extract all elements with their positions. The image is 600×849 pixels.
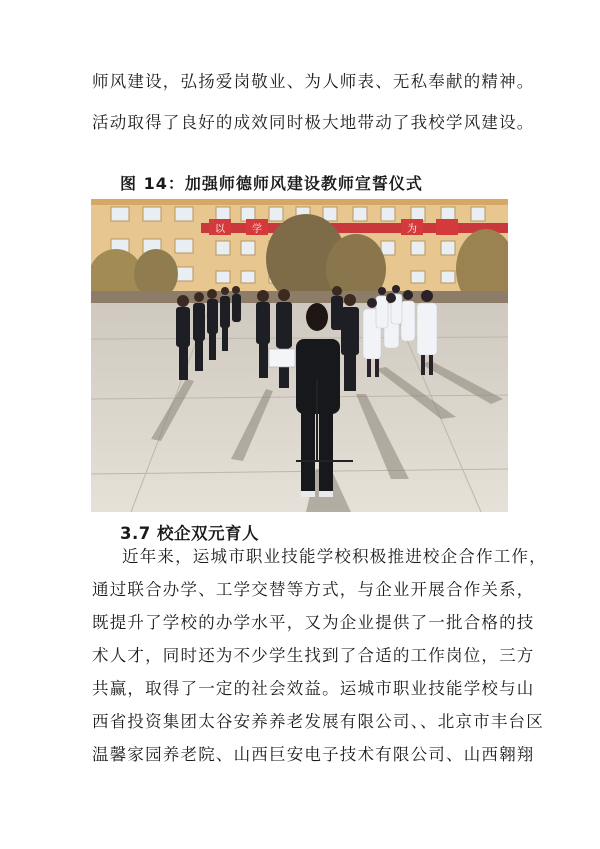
paragraph-line: 既提升了学校的办学水平，又为企业提供了一批合格的技: [92, 613, 535, 632]
paragraph-line: 术人才，同时还为不少学生找到了合适的工作岗位，三方: [92, 646, 535, 665]
paragraph-line: 师风建设，弘扬爱岗敬业、为人师表、无私奉献的精神。: [92, 72, 535, 91]
section-heading: 3.7 校企双元育人: [120, 524, 259, 543]
paragraph-line: 共赢，取得了一定的社会效益。运城市职业技能学校与山: [92, 679, 535, 698]
banner-char: 以: [215, 224, 225, 235]
paragraph-line: 温馨家园养老院、山西巨安电子技术有限公司、山西翱翔: [92, 745, 535, 764]
paragraph-line: 通过联合办学、工学交替等方式，与企业开展合作关系，: [92, 580, 535, 599]
figure-caption: 图 14：加强师德师风建设教师宣誓仪式: [120, 174, 423, 193]
banner-char: 学: [252, 224, 262, 235]
oath-ceremony-photo: [91, 199, 508, 512]
paragraph-line: 活动取得了良好的成效同时极大地带动了我校学风建设。: [92, 113, 535, 132]
paragraph-line: 西省投资集团太谷安养养老发展有限公司、、北京市丰台区: [92, 712, 544, 731]
banner-char: 为: [407, 224, 417, 235]
paragraph-line: 近年来，运城市职业技能学校积极推进校企合作工作，: [122, 547, 547, 566]
